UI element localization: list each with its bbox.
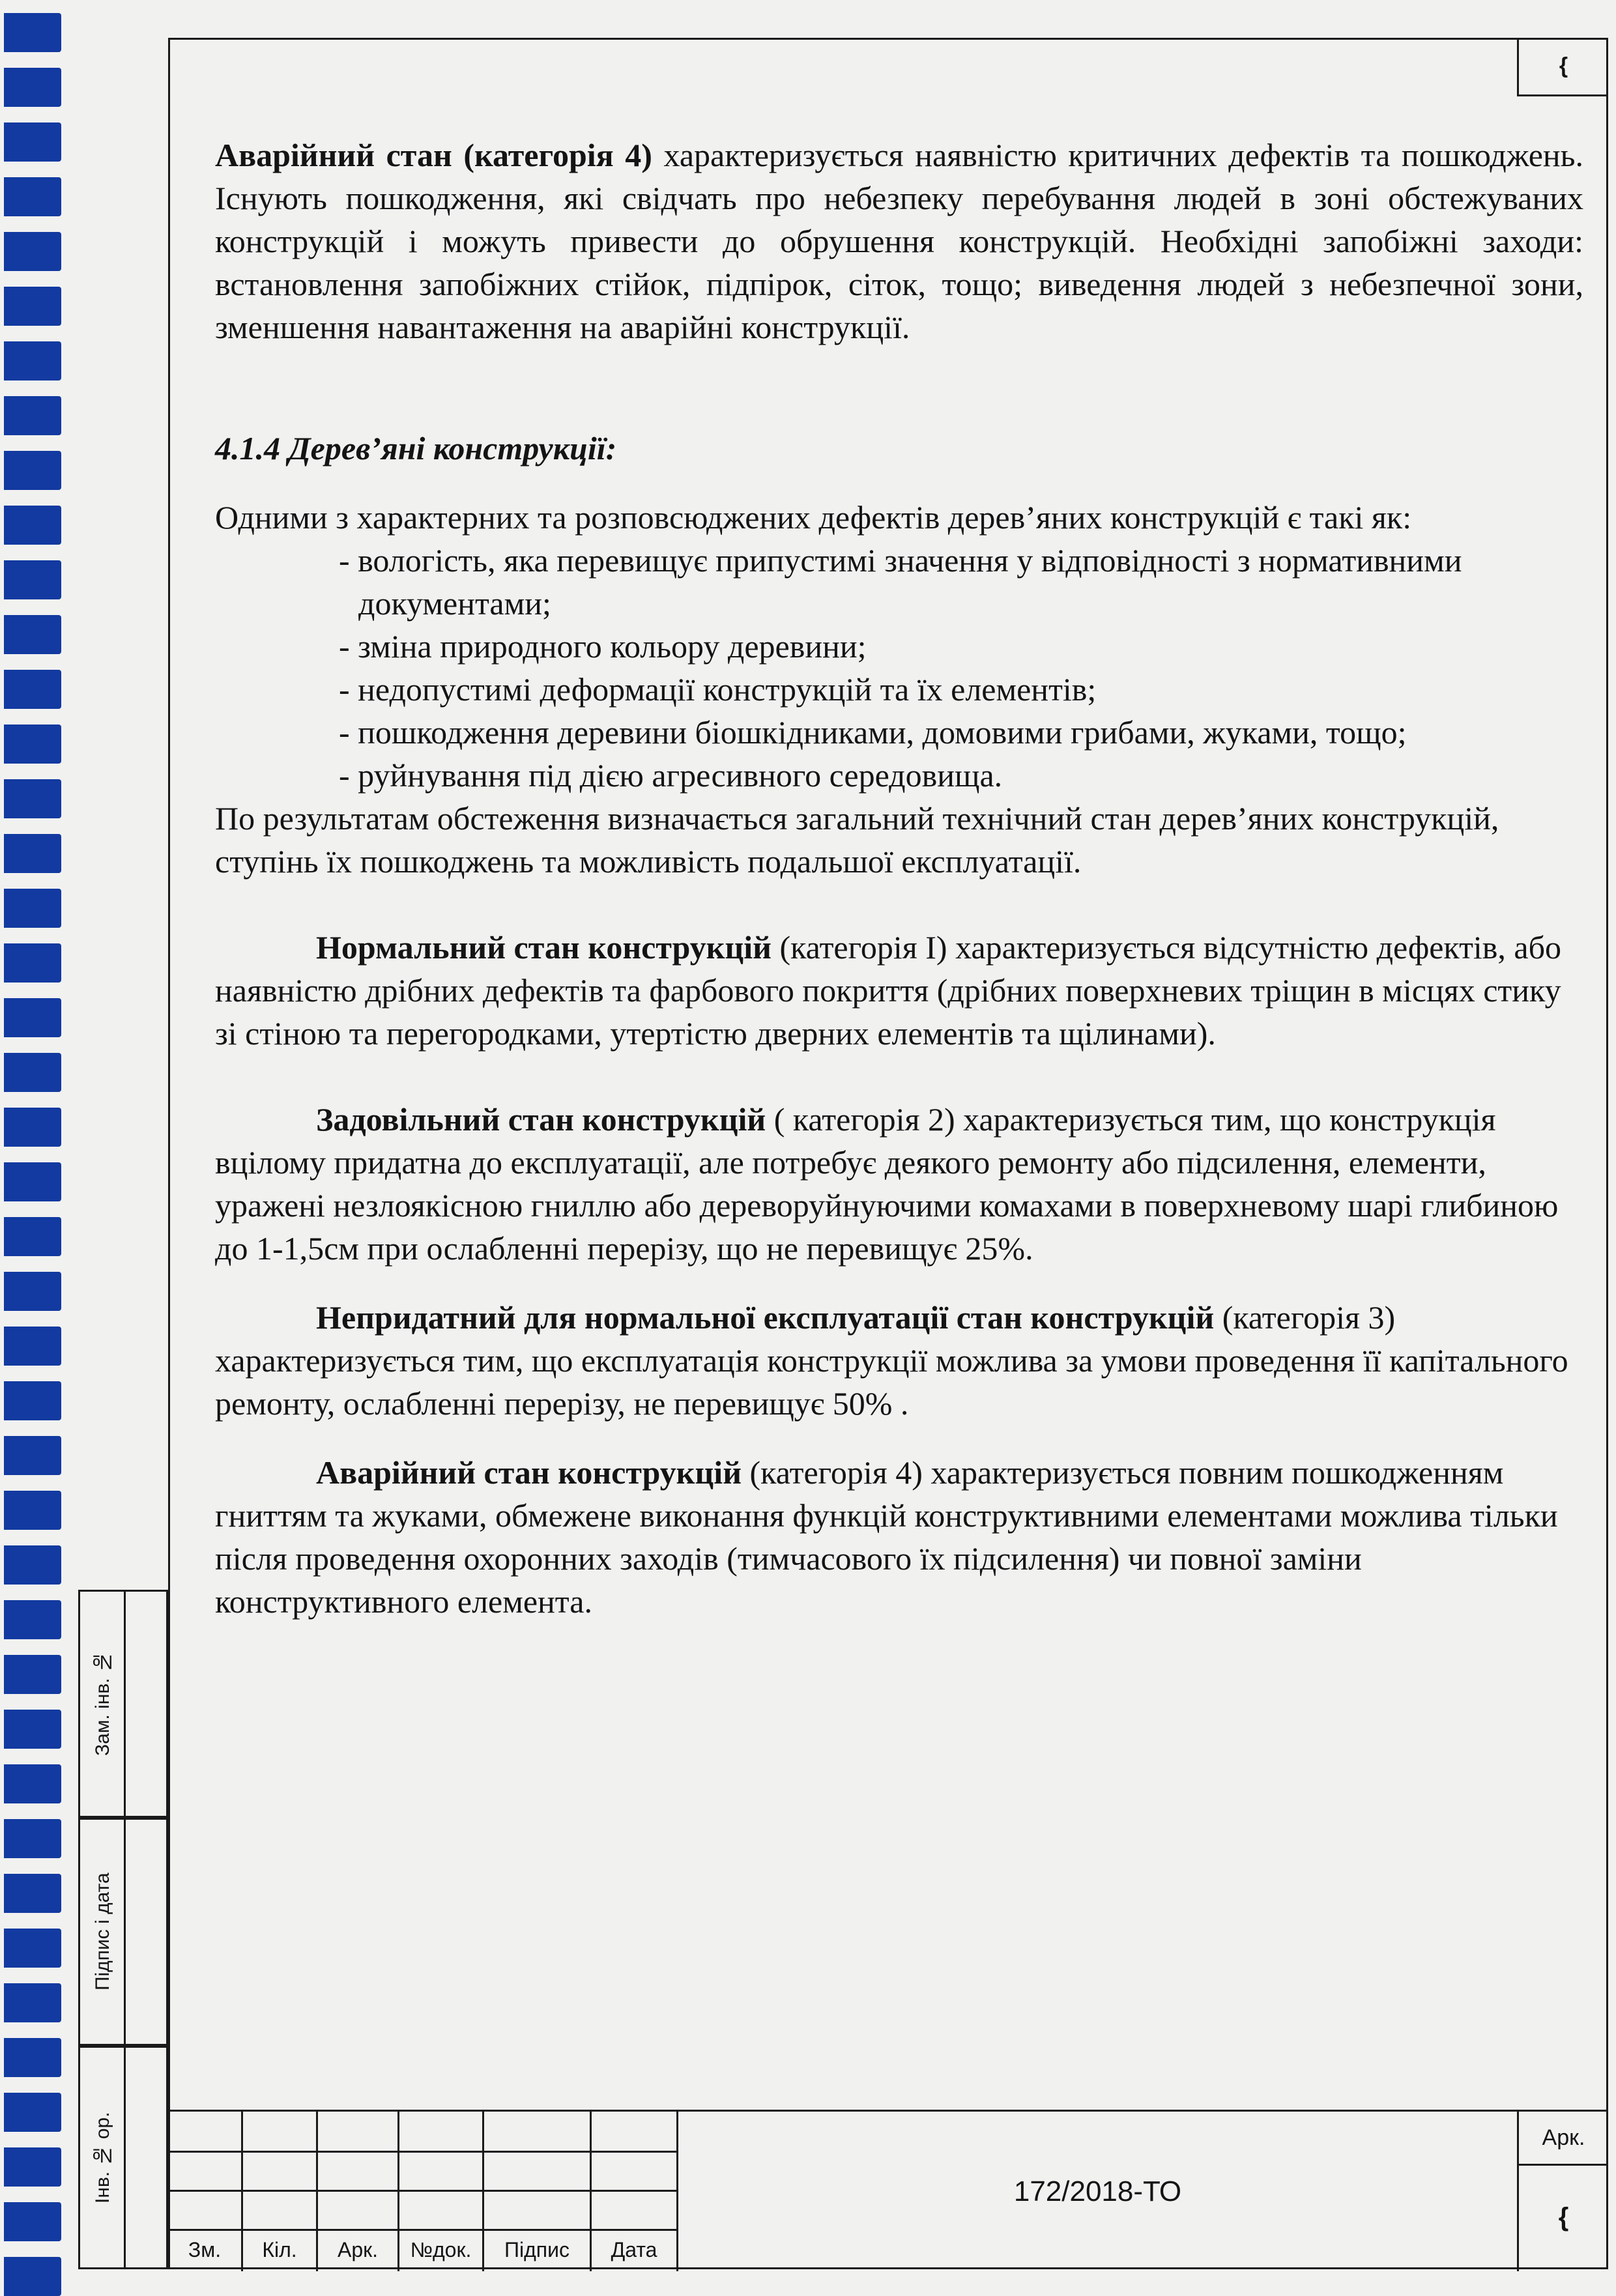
binding-strip (0, 0, 72, 2285)
side-stamp-inv (78, 2046, 168, 2269)
document-body (215, 134, 1583, 1623)
summary-paragraph: По результатам обстеження визначається загальний технічний стан дерев’яних конструкцій, ступінь їх пошкоджень та можливість подальшої експлуатації. (215, 800, 1499, 880)
binder-tab (4, 670, 61, 709)
stamp-revision-grid (168, 2112, 676, 2271)
category-1-title: Нормальний стан конструкцій (316, 929, 772, 966)
binder-tab (4, 1108, 61, 1147)
binder-tab (4, 1327, 61, 1366)
binder-tab (4, 1545, 61, 1585)
binder-tab (4, 13, 61, 52)
section-heading-wooden: 4.1.4 Дерев’яні конструкції: (215, 430, 617, 466)
sheet-number-box (1517, 2112, 1608, 2271)
binder-tab (4, 1600, 61, 1639)
binder-tab (4, 2257, 61, 2296)
binder-tab (4, 506, 61, 545)
stamp-col-signature: Підпис (484, 2229, 592, 2271)
title-block (168, 2110, 1608, 2269)
binder-tab (4, 1655, 61, 1694)
side-label-inv-orig: Інв. № ор. (92, 2112, 113, 2203)
category-2-paragraph (215, 1098, 1583, 1270)
binder-tab (4, 1053, 61, 1092)
binder-tab (4, 1710, 61, 1749)
side-label-zam-inv: Зам. інв. № (92, 1651, 113, 1757)
category-4-text: (категорія 4) характеризується повним пошкодженням гниттям та жуками, обмежене виконання функцій конструктивними елементами можлива тільки після проведення охоронних заходів (тимчасового їх підсилення) чи повної заміни конструктивного елемента. (215, 1454, 1558, 1620)
intro-paragraph: Одними з характерних та розповсюджених дефектів дерев’яних конструкцій є такі як: (215, 499, 1412, 536)
binder-tab (4, 232, 61, 271)
binder-tab (4, 1272, 61, 1311)
binder-tab (4, 834, 61, 873)
defects-list (215, 539, 1583, 797)
binder-tab (4, 1764, 61, 1803)
sheet-number: { (1558, 2203, 1569, 2231)
list-item: - руйнування під дією агресивного середовища. (339, 757, 1003, 794)
category-4-title: Аварійний стан конструкцій (316, 1454, 742, 1491)
binder-tab (4, 1874, 61, 1913)
binder-tab (4, 943, 61, 983)
category-1-paragraph (215, 926, 1583, 1055)
binder-tab (4, 2038, 61, 2077)
stamp-col-ark: Арк. (318, 2229, 399, 2271)
stamp-col-date: Дата (611, 2238, 657, 2261)
binder-tab (4, 341, 61, 380)
list-item: - зміна природного кольору деревини; (339, 628, 867, 665)
category-3-title: Непридатний для нормальної експлуатації стан конструкцій (316, 1299, 1215, 1336)
list-item: - недопустимі деформації конструкцій та їх елементів; (339, 671, 1097, 708)
list-item: - пошкодження деревини біошкідниками, домовими грибами, жуками, тощо; (339, 714, 1407, 751)
binder-tab (4, 615, 61, 654)
category-4-paragraph (215, 1451, 1583, 1623)
side-stamp-signature (78, 1818, 168, 2046)
category-1-text: (категорія І) характеризується відсутністю дефектів, або наявністю дрібних дефектів та фарбового покриття (дрібних поверхневих тріщин в місцях стику зі стіною та перегородками, утертістю дверних елементів та щілинами). (215, 929, 1562, 1052)
binder-tab (4, 287, 61, 326)
sheet-label: Арк. (1519, 2112, 1608, 2166)
list-item: - вологість, яка перевищує припустимі значення у відповідності з нормативними документами; (339, 542, 1462, 622)
binder-tab (4, 1929, 61, 1968)
binder-tab (4, 779, 61, 818)
binder-tab (4, 451, 61, 490)
document-code: 172/2018-ТО (676, 2112, 1517, 2271)
binder-tab (4, 2147, 61, 2187)
binder-tab (4, 396, 61, 435)
binder-tab (4, 177, 61, 216)
side-stamp-zam (78, 1590, 168, 1818)
category-3-paragraph (215, 1296, 1583, 1425)
binder-tab (4, 1217, 61, 1256)
binder-tab (4, 1162, 61, 1201)
binder-tab (4, 1983, 61, 2022)
emergency-state-text: характеризується наявністю критичних дефектів та пошкоджень. Існують пошкодження, які свідчать про небезпеку перебування людей в зоні обстежуваних конструкцій і можуть привести до обрушення конструкцій. Необхідні запобіжні заходи: встановлення запобіжних стійок, підпірок, сіток, тощо; виведення людей з небезпечної зони, зменшення навантаження на аварійні конструкції. (215, 137, 1583, 345)
category-3-text: (категорія 3) характеризується тим, що експлуатація конструкції можлива за умови проведення її капітального ремонту, ослабленні перерізу, не перевищує 50% . (215, 1299, 1568, 1422)
stamp-col-zm: Зм. (168, 2229, 243, 2271)
binder-tab (4, 725, 61, 764)
sheet-corner-mark: { (1517, 38, 1608, 96)
stamp-col-ndok: №док. (399, 2229, 484, 2271)
binder-tab (4, 889, 61, 928)
binder-tab (4, 1491, 61, 1530)
binder-tab (4, 1436, 61, 1475)
binder-tab (4, 122, 61, 162)
binder-tab (4, 68, 61, 107)
category-2-title: Задовільний стан конструкцій (316, 1101, 766, 1138)
stamp-col-kil: Кіл. (243, 2229, 318, 2271)
category-2-text: ( категорія 2) характеризується тим, що конструкція вцілому придатна до експлуатації, але потребує деякого ремонту або підсилення, елементи, уражені незлоякісною гниллю або дереворуйнуючими комахами в поверхневому шарі глибиною до 1-1,5см при ослабленні перерізу, що не перевищує 25%. (215, 1101, 1559, 1267)
binder-tab (4, 998, 61, 1037)
paragraph-emergency-state-top (215, 134, 1583, 349)
binder-tab (4, 2202, 61, 2241)
binder-tab (4, 1819, 61, 1858)
binder-tab (4, 1381, 61, 1420)
emergency-state-lead: Аварійний стан (категорія 4) (215, 137, 652, 173)
binder-tab (4, 560, 61, 599)
binder-tab (4, 2093, 61, 2132)
side-label-signature-date: Підпис і дата (92, 1873, 113, 1991)
